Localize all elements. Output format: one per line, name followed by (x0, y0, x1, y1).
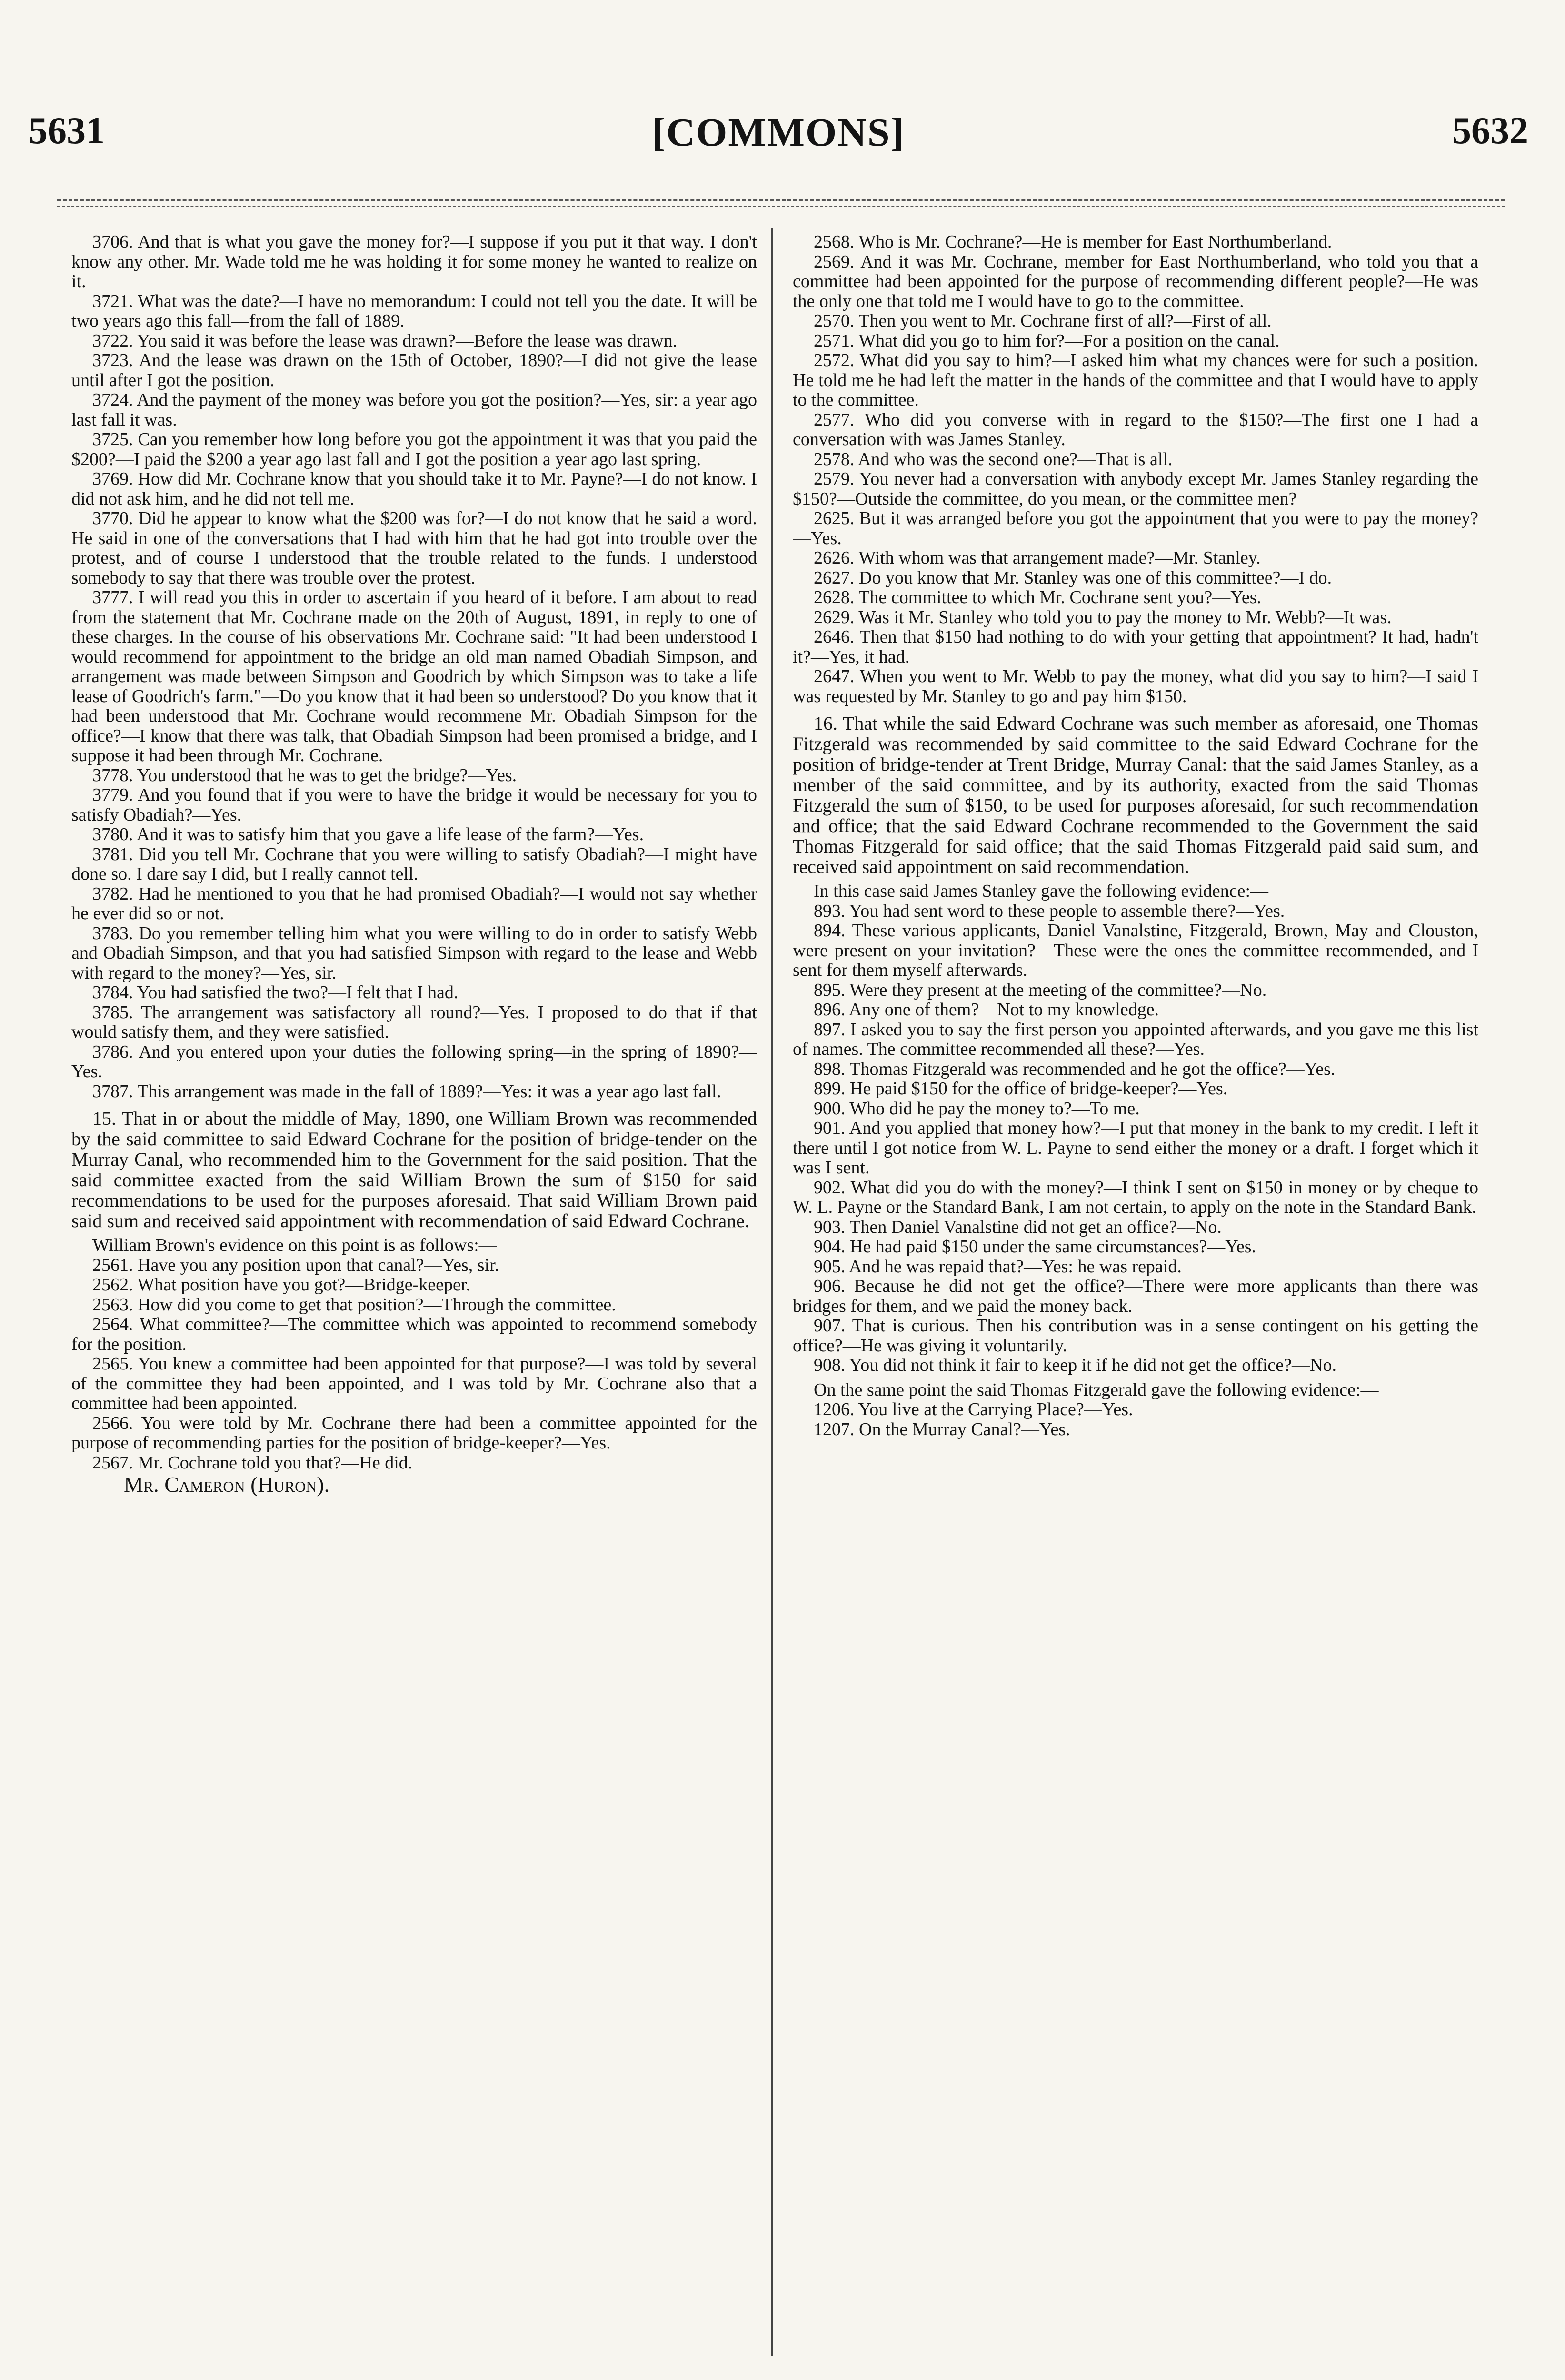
testimony-entry: 3721. What was the date?—I have no memorandum: I could not tell you the date. It will be two years ago this fall—from the fall of 1889. (71, 291, 757, 331)
testimony-entry: 3777. I will read you this in order to ascertain if you heard of it before. I am about to read from the statement that Mr. Cochrane made on the 20th of August, 1891, in reply to one of these charges. In the course of his observations Mr. Cochrane said: "It had been understood I would recommend for appointment to the bridge an old man named Obadiah Simpson, and arrangement was made between Simpson and Goodrich by which Simpson was to take a life lease of Goodrich's farm."—Do you know that it had been so understood? Do you know that it had been understood that Mr. Cochrane would recommene Mr. Obadiah Simpson for the office?—I know that there was talk, that Obadiah Simpson had been promised a bridge, and I suppose it had been through Mr. Cochrane. (71, 587, 757, 765)
charge-paragraph-15: 15. That in or about the middle of May, 1890, one William Brown was recommended by the said committee to said Edward Cochrane for the position of bridge-tender on the Murray Canal, who recommended him to the Government for the said position. That the said committee exacted from the said William Brown the sum of $150 for said recommendations to be used for the purposes aforesaid. That said William Brown paid said sum and received said appointment with recommendation of said Edward Cochrane. (71, 1108, 757, 1231)
testimony-entry: 3785. The arrangement was satisfactory all round?—Yes. I proposed to do that if that would satisfy them, and they were satisfied. (71, 1002, 757, 1042)
testimony-entry: 908. You did not think it fair to keep it if he did not get the office?—No. (814, 1355, 1336, 1375)
testimony-entry: 2578. And who was the second one?—That is all. (814, 449, 1173, 469)
testimony-entry: 899. He paid $150 for the office of bridge-keeper?—Yes. (814, 1079, 1228, 1099)
testimony-entry: 3769. How did Mr. Cochrane know that you should take it to Mr. Payne?—I do not know. I did not ask him, and he did not tell me. (71, 469, 757, 509)
testimony-entry: 2565. You knew a committee had been appointed for that purpose?—I was told by several of the committee they had been appointed, and I was told by Mr. Cochrane also that a committee had been appointed. (71, 1354, 757, 1413)
testimony-entry: 897. I asked you to say the first person you appointed afterwards, and you gave me this list of names. The committee recommended all these?—Yes. (793, 1019, 1478, 1059)
testimony-entry: 2625. But it was arranged before you got the appointment that you were to pay the money?—Yes. (793, 508, 1478, 548)
testimony-entry: 2629. Was it Mr. Stanley who told you to pay the money to Mr. Webb?—It was. (814, 607, 1392, 627)
testimony-entry: 3722. You said it was before the lease was drawn?—Before the lease was drawn. (92, 330, 678, 351)
testimony-entry: 907. That is curious. Then his contribution was in a sense contingent on his getting the office?—He was giving it voluntarily. (793, 1316, 1478, 1356)
testimony-entry: 2647. When you went to Mr. Webb to pay the money, what did you say to him?—I said I was requested by Mr. Stanley to go and pay him $150. (793, 666, 1478, 706)
testimony-entry: 3781. Did you tell Mr. Cochrane that you were willing to satisfy Obadiah?—I might have done so. I dare say I did, but I really cannot tell. (71, 844, 757, 884)
testimony-entry: 2562. What position have you got?—Bridge-keeper. (92, 1275, 470, 1295)
testimony-entry: 3779. And you found that if you were to have the bridge it would be necessary for you to satisfy Obadiah?—Yes. (71, 785, 757, 825)
testimony-entry: 895. Were they present at the meeting of the committee?—No. (814, 980, 1267, 1000)
testimony-entry: 901. And you applied that money how?—I put that money in the bank to my credit. I left it there until I got notice from W. L. Payne to send either the money or a draft. I forget which it was I sent. (793, 1118, 1478, 1178)
testimony-entry: 905. And he was repaid that?—Yes: he was repaid. (814, 1256, 1182, 1277)
testimony-entry: 3724. And the payment of the money was before you got the position?—Yes, sir: a year ago last fall it was. (71, 390, 757, 430)
testimony-entry: 898. Thomas Fitzgerald was recommended and he got the office?—Yes. (814, 1059, 1336, 1079)
testimony-entry: 2567. Mr. Cochrane told you that?—He did. (92, 1452, 413, 1473)
testimony-entry: 2568. Who is Mr. Cochrane?—He is member for East Northumberland. (814, 232, 1332, 252)
testimony-entry: 3723. And the lease was drawn on the 15th of October, 1890?—I did not give the lease until after I got the position. (71, 350, 757, 390)
evidence-intro: In this case said James Stanley gave the following evidence:— (814, 881, 1269, 901)
testimony-entry: 3706. And that is what you gave the money for?—I suppose if you put it that way. I don't know any other. Mr. Wade told me he was holding it for some money he wanted to realize on it. (71, 232, 757, 291)
header-rule (57, 199, 1505, 201)
house-title: [COMMONS] (652, 110, 905, 155)
testimony-entry: 3784. You had satisfied the two?—I felt that I had. (92, 982, 459, 1002)
speaker-name: Mr. Cameron (Huron). (124, 1472, 330, 1497)
testimony-entry: 3778. You understood that he was to get the bridge?—Yes. (92, 765, 517, 785)
page-header (29, 109, 1528, 162)
testimony-entry: 2571. What did you go to him for?—For a position on the canal. (814, 330, 1280, 351)
testimony-entry: 2577. Who did you converse with in regard to the $150?—The first one I had a conversation with was James Stanley. (793, 409, 1478, 449)
testimony-entry: 2628. The committee to which Mr. Cochrane sent you?—Yes. (814, 587, 1262, 607)
evidence-intro: William Brown's evidence on this point is as follows:— (92, 1235, 497, 1255)
testimony-entry: 896. Any one of them?—Not to my knowledge. (814, 1000, 1159, 1020)
testimony-entry: 902. What did you do with the money?—I think I sent on $150 in money or by cheque to W. L. Payne or the Standard Bank, I am not certain, to apply on the note in the Standard Bank. (793, 1177, 1478, 1217)
column-divider (771, 228, 773, 2356)
testimony-entry: 2563. How did you come to get that position?—Through the committee. (92, 1294, 616, 1315)
testimony-entry: 2627. Do you know that Mr. Stanley was one of this committee?—I do. (814, 567, 1332, 588)
testimony-entry: 2572. What did you say to him?—I asked him what my chances were for such a position. He told me he had left the matter in the hands of the committee and that I would have to apply to the committee. (793, 350, 1478, 410)
evidence-intro: On the same point the said Thomas Fitzgerald gave the following evidence:— (814, 1379, 1379, 1400)
charge-paragraph-16: 16. That while the said Edward Cochrane was such member as aforesaid, one Thomas Fitzgerald was recommended by said committee to the said Edward Cochrane for the position of bridge-tender at Trent Bridge, Murray Canal: that the said James Stanley, as a member of the said committee, and by its authority, exacted from the said Thomas Fitzgerald the sum of $150, to be used for purposes aforesaid, for such recommendation and office; that the said Edward Cochrane recommended to the Government the said Thomas Fitzgerald for said office; that the said Thomas Fitzgerald paid said sum, and received said appointment on said recommendation. (793, 713, 1478, 877)
testimony-entry: 3780. And it was to satisfy him that you gave a life lease of the farm?—Yes. (92, 824, 644, 844)
testimony-entry: 894. These various applicants, Daniel Vanalstine, Fitzgerald, Brown, May and Clouston, were present on your invitation?—These were the ones the committee recommended, and I sent for them myself afterwards. (793, 921, 1478, 980)
testimony-entry: 1206. You live at the Carrying Place?—Yes. (814, 1399, 1133, 1419)
page-number-right: 5632 (1452, 110, 1528, 152)
testimony-entry: 2626. With whom was that arrangement made?—Mr. Stanley. (814, 548, 1261, 568)
page-number-left: 5631 (29, 110, 105, 152)
testimony-entry: 900. Who did he pay the money to?—To me. (814, 1098, 1140, 1119)
testimony-entry: 2579. You never had a conversation with anybody except Mr. James Stanley regarding the $150?—Outside the committee, do you mean, or the committee men? (793, 469, 1478, 509)
testimony-entry: 3770. Did he appear to know what the $200 was for?—I do not know that he said a word. He said in one of the conversations that I had with him that he had got into trouble over the protest, and of course I understood that the trouble related to the funds. I understood somebody to say that there was trouble over the protest. (71, 508, 757, 588)
testimony-entry: 2564. What committee?—The committee which was appointed to recommend somebody for the position. (71, 1314, 757, 1354)
testimony-entry: 3787. This arrangement was made in the fall of 1889?—Yes: it was a year ago last fall. (92, 1081, 721, 1101)
testimony-entry: 1207. On the Murray Canal?—Yes. (814, 1419, 1070, 1439)
testimony-entry: 3782. Had he mentioned to you that he had promised Obadiah?—I would not say whether he ever did so or not. (71, 883, 757, 923)
testimony-entry: 3783. Do you remember telling him what you were willing to do in order to satisfy Webb and Obadiah Simpson, and that you had satisfied Simpson with regard to the lease and Webb with regard to the money?—Yes, sir. (71, 923, 757, 983)
testimony-entry: 904. He had paid $150 under the same circumstances?—Yes. (814, 1237, 1256, 1257)
testimony-entry: 3725. Can you remember how long before you got the appointment it was that you paid the $200?—I paid the $200 a year ago last fall and I got the position a year ago last spring. (71, 429, 757, 469)
testimony-entry: 893. You had sent word to these people to assemble there?—Yes. (814, 901, 1285, 921)
right-column (793, 232, 1478, 2380)
testimony-entry: 906. Because he did not get the office?—There were more applicants than there was bridges for them, and we paid the money back. (793, 1276, 1478, 1316)
testimony-entry: 2569. And it was Mr. Cochrane, member for East Northumberland, who told you that a committee had been appointed for the purpose of recommending different people?—He was the only one that told me I would have to go to the committee. (793, 251, 1478, 311)
testimony-entry: 2570. Then you went to Mr. Cochrane first of all?—First of all. (814, 311, 1272, 331)
testimony-entry: 2566. You were told by Mr. Cochrane there had been a committee appointed for the purpose of recommending parties for the position of bridge-keeper?—Yes. (71, 1413, 757, 1453)
testimony-entry: 2646. Then that $150 had nothing to do with your getting that appointment? It had, hadn't it?—Yes, it had. (793, 627, 1478, 667)
left-column (71, 232, 757, 2380)
testimony-entry: 903. Then Daniel Vanalstine did not get an office?—No. (814, 1217, 1222, 1237)
testimony-entry: 2561. Have you any position upon that canal?—Yes, sir. (92, 1255, 499, 1275)
header-rule-secondary (57, 206, 1505, 207)
testimony-entry: 3786. And you entered upon your duties the following spring—in the spring of 1890?—Yes. (71, 1041, 757, 1081)
